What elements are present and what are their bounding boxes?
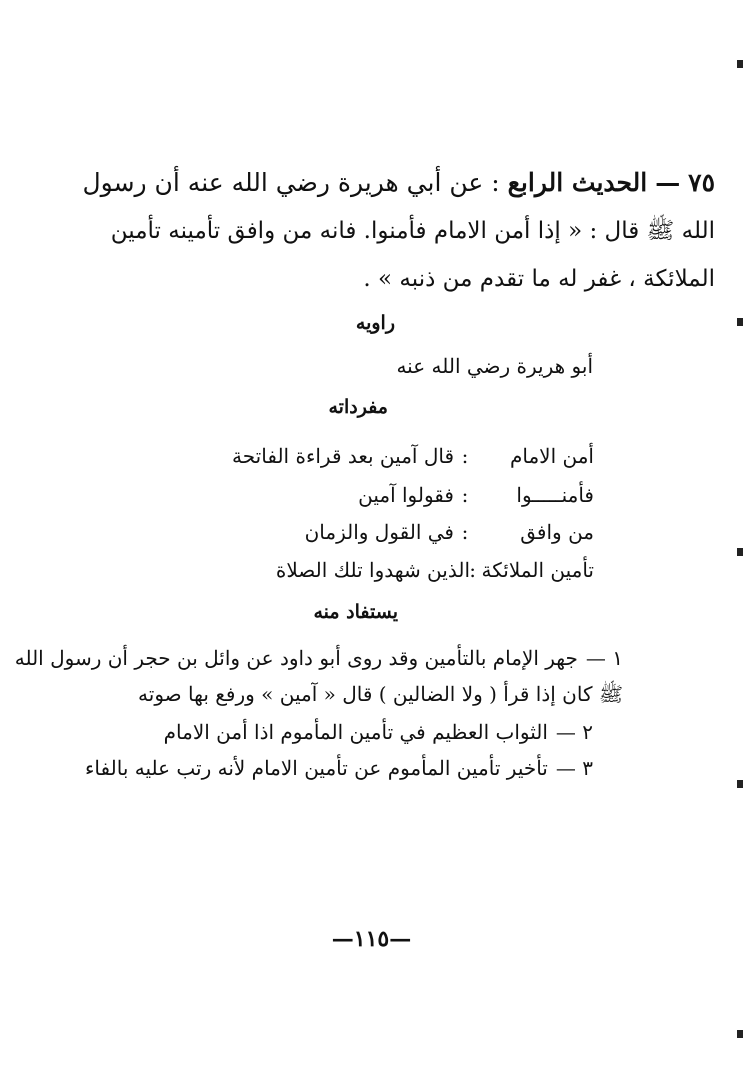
hadith-line-1 [83, 160, 716, 206]
hadith-number: ٧٥ [688, 168, 715, 197]
vocabulary-heading: مفرداته [328, 396, 388, 418]
vocab-meaning: قال آمين بعد قراءة الفاتحة [232, 444, 454, 468]
lesson-item [164, 720, 593, 744]
lesson-item-continuation [138, 682, 623, 711]
narrator-text: أبو هريرة رضي الله عنه [396, 354, 593, 378]
lessons-heading: يستفاد منه [313, 601, 398, 623]
narrator-heading: راويه [355, 312, 395, 334]
vocab-meaning: في القول والزمان [304, 520, 454, 544]
vocab-separator: : [461, 444, 469, 468]
vocab-meaning: الذين شهدوا تلك الصلاة [275, 558, 470, 582]
vocab-row [305, 520, 594, 544]
scan-edge-mark [737, 548, 743, 556]
vocab-separator: : [461, 483, 469, 507]
vocab-term: تأمين الملائكة [481, 558, 594, 582]
vocab-term: فأمنـــــوا [516, 483, 594, 507]
lesson-text: ﷺ كان إذا قرأ ( ولا الضالين ) قال « آمين » ورفع بها صوته [138, 682, 623, 706]
scan-edge-mark [737, 60, 743, 68]
vocab-separator: : [469, 558, 476, 582]
vocab-row [232, 444, 594, 468]
lesson-number: ١ — [585, 646, 623, 670]
lesson-item [15, 646, 623, 670]
hadith-line-2: الله ﷺ قال : « إذا أمن الامام فأمنوا. فانه من وافق تأمينه تأمين [110, 218, 715, 244]
page-number: —١١٥— [331, 926, 412, 952]
hadith-line-3: الملائكة ، غفر له ما تقدم من ذنبه » . [363, 266, 715, 292]
vocab-separator: : [461, 520, 469, 544]
scan-edge-mark [737, 1030, 743, 1038]
hadith-title: الحديث الرابع [507, 168, 648, 197]
scan-edge-mark [737, 318, 743, 326]
lesson-number: ٢ — [555, 720, 593, 744]
vocab-meaning: فقولوا آمين [358, 483, 454, 507]
lesson-text: الثواب العظيم في تأمين المأموم اذا أمن الامام [163, 720, 548, 744]
lesson-text: تأخير تأمين المأموم عن تأمين الامام لأنه رتب عليه بالفاء [85, 756, 548, 780]
hadith-dash: — [655, 168, 681, 197]
hadith-text: : عن أبي هريرة رضي الله عنه أن رسول [82, 168, 500, 197]
vocab-row [276, 558, 594, 582]
vocab-row [358, 483, 594, 507]
scan-edge-mark [737, 780, 743, 788]
vocab-term: من وافق [520, 520, 594, 544]
lesson-number: ٣ — [555, 756, 593, 780]
lesson-item [85, 756, 593, 780]
vocab-term: أمن الامام [509, 444, 594, 468]
lesson-text: جهر الإمام بالتأمين وقد روى أبو داود عن وائل بن حجر أن رسول الله [14, 646, 578, 670]
